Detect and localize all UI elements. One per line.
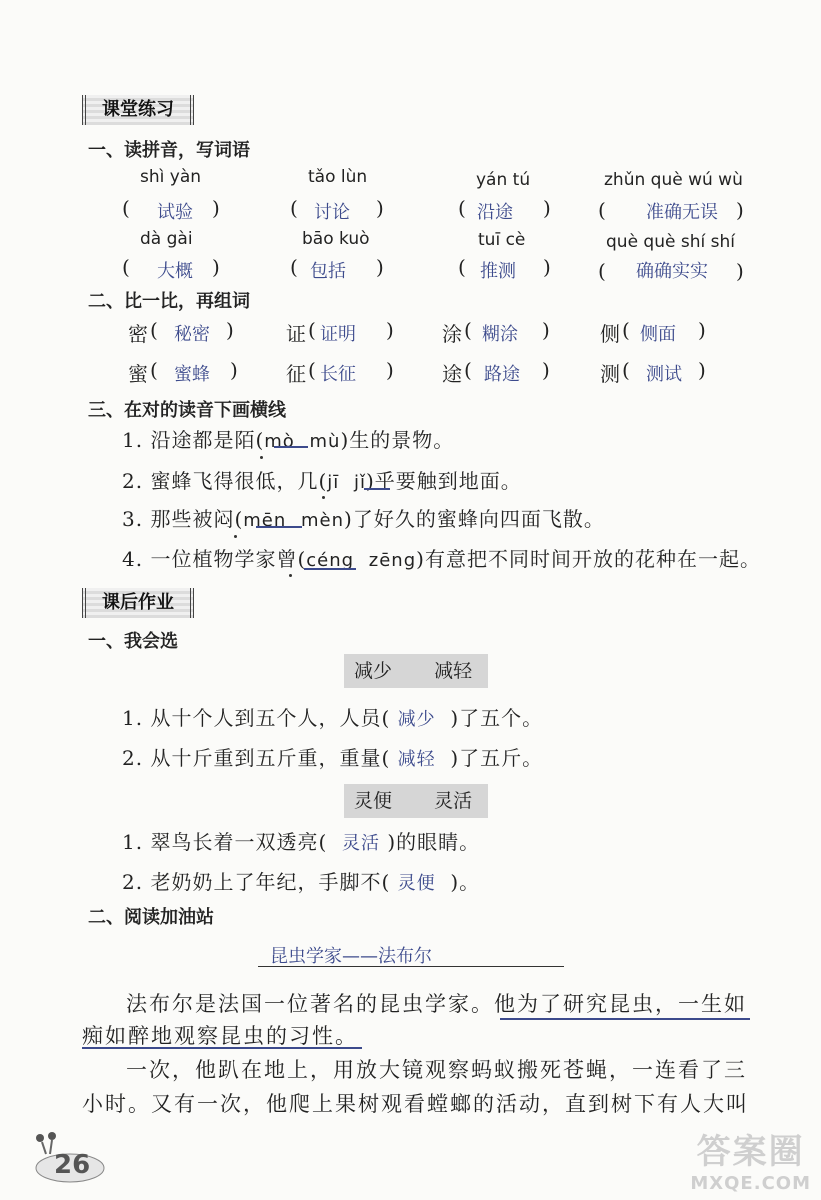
paren-open: ( bbox=[464, 358, 472, 382]
paren-open: ( bbox=[622, 318, 630, 342]
emphasis-dot bbox=[322, 496, 325, 499]
compare-char-1: 密 bbox=[128, 322, 148, 346]
paren-close: ) bbox=[542, 318, 550, 342]
option-correct: jǐ bbox=[353, 472, 366, 493]
pinyin-3: yán tú bbox=[476, 170, 531, 190]
paren-close: ) bbox=[376, 196, 384, 220]
section-tag-classroom: 课堂练习 bbox=[82, 95, 194, 125]
choose-line-3: 1. 翠鸟长着一双透亮( 灵活 )的眼睛。 bbox=[122, 830, 481, 854]
paren-open: ( bbox=[290, 255, 298, 279]
paren-open: ( bbox=[598, 259, 606, 283]
paren-close: ) bbox=[226, 318, 234, 342]
choose-line-1: 1. 从十个人到五个人，人员( 减少 )了五个。 bbox=[122, 706, 544, 730]
answer-5: 大概 bbox=[157, 261, 193, 282]
paren-close: ) bbox=[736, 259, 744, 283]
paren-open: ( bbox=[308, 318, 316, 342]
paren-open: ( bbox=[464, 318, 472, 342]
passage-title: 昆虫学家——法布尔 bbox=[270, 946, 432, 967]
option-correct: mēn bbox=[243, 510, 287, 531]
answer-underline-1 bbox=[274, 446, 308, 448]
choose-heading: 一、我会选 bbox=[88, 631, 178, 652]
paren-open: ( bbox=[308, 358, 316, 382]
pinyin-5: dà gài bbox=[140, 229, 193, 249]
reading-heading: 二、阅读加油站 bbox=[88, 907, 214, 928]
watermark-text: 答案圈 bbox=[696, 1132, 805, 1172]
section-tag-homework: 课后作业 bbox=[82, 588, 194, 618]
sentence-underline-1 bbox=[500, 1018, 750, 1020]
compare-char-8: 测 bbox=[600, 362, 620, 386]
page-number-badge bbox=[30, 1128, 110, 1188]
pinyin-4: zhǔn què wú wù bbox=[604, 170, 743, 190]
compare-answer-5: 蜜蜂 bbox=[174, 364, 210, 385]
paren-open: ( bbox=[122, 196, 130, 220]
paren-open: ( bbox=[122, 255, 130, 279]
emphasis-dot bbox=[234, 535, 237, 538]
paren-close: ) bbox=[542, 358, 550, 382]
choose-answer-4: 灵便 bbox=[397, 873, 436, 894]
paren-close: ) bbox=[212, 196, 220, 220]
underlined-sentence: 他为了研究昆虫，一生如 bbox=[494, 992, 747, 1016]
paren-close: ) bbox=[376, 255, 384, 279]
title-underline bbox=[258, 966, 564, 967]
option-other: mèn bbox=[301, 510, 345, 531]
pronunciation-line-4: 4. 一位植物学家曾(céng zēng)有意把不同时间开放的花种在一起。 bbox=[122, 547, 761, 571]
answer-underline-3 bbox=[256, 526, 302, 528]
emphasis-dot bbox=[289, 574, 292, 577]
paragraph-2-line-1: 一次，他趴在地上，用放大镜观察蚂蚁搬死苍蝇，一连看了三 bbox=[126, 1058, 747, 1082]
paren-close: ) bbox=[736, 198, 744, 222]
answer-3: 沿途 bbox=[477, 202, 513, 223]
paren-open: ( bbox=[150, 318, 158, 342]
option-other: jī bbox=[327, 472, 340, 493]
paren-open: ( bbox=[458, 255, 466, 279]
paren-open: ( bbox=[598, 198, 606, 222]
choose-answer-3: 灵活 bbox=[341, 833, 380, 854]
paren-close: ) bbox=[386, 358, 394, 382]
choose-answer-1: 减少 bbox=[397, 709, 436, 730]
compare-char-6: 征 bbox=[286, 362, 306, 386]
q2-heading: 二、比一比，再组词 bbox=[88, 291, 250, 312]
pinyin-6: bāo kuò bbox=[302, 229, 370, 249]
compare-char-5: 蜜 bbox=[128, 362, 148, 386]
answer-7: 推测 bbox=[480, 261, 516, 282]
choose-line-4: 2. 老奶奶上了年纪，手脚不( 灵便 )。 bbox=[122, 870, 481, 894]
compare-answer-1: 秘密 bbox=[174, 324, 210, 345]
paren-close: ) bbox=[230, 358, 238, 382]
watermark-url: MXQE.COM bbox=[690, 1173, 811, 1194]
option-other: zēng bbox=[368, 550, 417, 571]
answer-2: 讨论 bbox=[314, 202, 350, 223]
paren-close: ) bbox=[543, 255, 551, 279]
answer-1: 试验 bbox=[157, 202, 193, 223]
compare-answer-8: 测试 bbox=[646, 364, 682, 385]
emphasis-dot bbox=[260, 456, 263, 459]
paren-open: ( bbox=[622, 358, 630, 382]
pronunciation-line-2: 2. 蜜蜂飞得很低，几(jī jǐ)乎要触到地面。 bbox=[122, 469, 522, 493]
compare-answer-6: 长征 bbox=[320, 364, 356, 385]
pinyin-2: tǎo lùn bbox=[308, 167, 368, 187]
paren-open: ( bbox=[150, 358, 158, 382]
choose-answer-2: 减轻 bbox=[397, 749, 436, 770]
compare-answer-3: 糊涂 bbox=[482, 324, 518, 345]
paren-open: ( bbox=[458, 196, 466, 220]
option-word: 灵便 bbox=[354, 790, 393, 812]
compare-char-7: 途 bbox=[442, 362, 462, 386]
pinyin-1: shì yàn bbox=[140, 167, 202, 187]
paren-close: ) bbox=[698, 358, 706, 382]
pronunciation-line-3: 3. 那些被闷(mēn mèn)了好久的蜜蜂向四面飞散。 bbox=[122, 507, 605, 531]
pinyin-8: què què shí shí bbox=[606, 232, 735, 252]
option-word: 灵活 bbox=[434, 790, 473, 812]
choose-line-2: 2. 从十斤重到五斤重，重量( 减轻 )了五斤。 bbox=[122, 746, 544, 770]
paragraph-1-line-1: 法布尔是法国一位著名的昆虫学家。他为了研究昆虫，一生如 bbox=[126, 992, 747, 1016]
paren-close: ) bbox=[543, 196, 551, 220]
paren-close: ) bbox=[698, 318, 706, 342]
sentence-underline-2 bbox=[82, 1047, 362, 1049]
answer-underline-2 bbox=[364, 488, 390, 490]
paragraph-2-line-2: 小时。又有一次，他爬上果树观看螳螂的活动，直到树下有人大叫 bbox=[82, 1092, 749, 1116]
option-correct: mò bbox=[264, 431, 295, 452]
compare-answer-2: 证明 bbox=[320, 324, 356, 345]
q3-heading: 三、在对的读音下画横线 bbox=[88, 400, 286, 421]
answer-4: 准确无误 bbox=[646, 202, 718, 223]
paragraph-1-line-2: 痴如醉地观察昆虫的习性。 bbox=[82, 1024, 358, 1048]
compare-char-3: 涂 bbox=[442, 322, 462, 346]
watermark-logo bbox=[690, 1124, 811, 1194]
q1-heading: 一、读拼音，写词语 bbox=[88, 140, 250, 161]
option-correct: céng bbox=[306, 550, 355, 571]
option-word: 减轻 bbox=[434, 660, 473, 682]
page-number: 26 bbox=[54, 1150, 91, 1180]
pinyin-7: tuī cè bbox=[478, 230, 526, 250]
answer-8: 确确实实 bbox=[636, 261, 708, 282]
compare-char-4: 侧 bbox=[600, 322, 620, 346]
compare-answer-7: 路途 bbox=[484, 364, 520, 385]
paren-close: ) bbox=[212, 255, 220, 279]
option-other: mù bbox=[309, 431, 341, 452]
compare-answer-4: 侧面 bbox=[640, 324, 676, 345]
answer-underline-4 bbox=[304, 568, 356, 570]
answer-6: 包括 bbox=[310, 261, 346, 282]
paren-close: ) bbox=[386, 318, 394, 342]
paren-open: ( bbox=[290, 196, 298, 220]
option-word: 减少 bbox=[354, 660, 393, 682]
option-box-2 bbox=[344, 784, 488, 818]
option-box-1 bbox=[344, 654, 488, 688]
pronunciation-line-1: 1. 沿途都是陌(mò mù)生的景物。 bbox=[122, 428, 455, 452]
compare-char-2: 证 bbox=[286, 322, 306, 346]
